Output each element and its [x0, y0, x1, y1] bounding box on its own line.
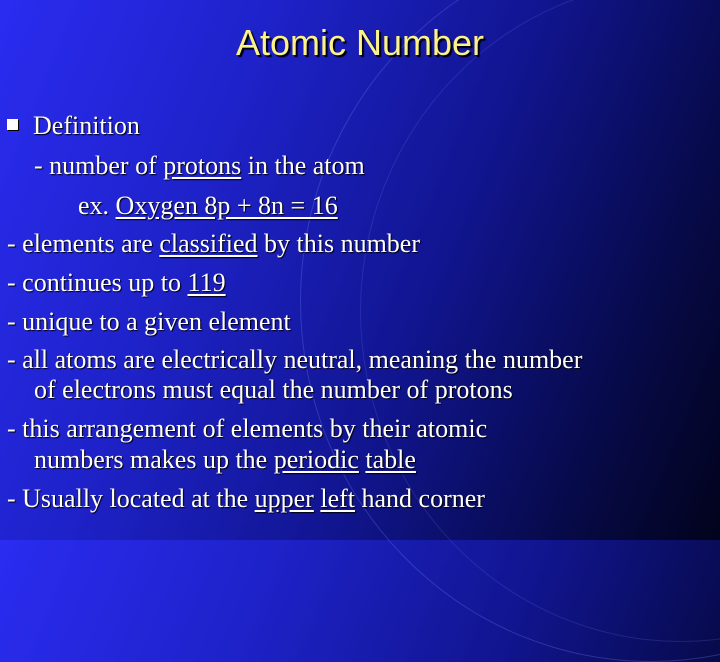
line-neutral-cont	[34, 375, 513, 405]
definition-heading: Definition	[33, 111, 140, 140]
text: - unique to a given element	[7, 307, 291, 336]
slide-title: Atomic Number	[235, 22, 485, 63]
underlined-text: upper	[254, 484, 314, 513]
text: - continues up to	[7, 268, 188, 297]
text: ex.	[78, 191, 116, 220]
text: numbers makes up the	[34, 445, 274, 474]
line-unique	[7, 307, 291, 337]
square-bullet-icon	[7, 119, 18, 130]
line-protons	[34, 151, 365, 181]
text: of electrons must equal the number of protons	[34, 375, 513, 404]
line-periodic-table	[34, 445, 416, 475]
decorative-arc	[300, 0, 720, 662]
underlined-text: 119	[187, 268, 226, 297]
line-continues	[7, 268, 226, 298]
line-neutral	[7, 345, 582, 375]
text: - this arrangement of elements by their atomic	[7, 414, 488, 443]
underlined-text: protons	[163, 151, 242, 180]
line-arrangement	[7, 414, 487, 444]
underlined-text: table	[365, 445, 416, 474]
line-location	[7, 484, 485, 514]
text: - elements are	[7, 229, 160, 258]
text: by this number	[257, 229, 420, 258]
underlined-text: periodic	[273, 445, 359, 474]
text: - all atoms are electrically neutral, meaning the number	[7, 345, 583, 374]
text: - number of	[34, 151, 164, 180]
text: in the atom	[241, 151, 365, 180]
underlined-text: Oxygen 8p + 8n = 16	[115, 191, 338, 220]
line-example	[78, 191, 338, 221]
underlined-text: left	[320, 484, 355, 513]
decorative-arc-inner	[360, 0, 720, 642]
underlined-text: classified	[159, 229, 258, 258]
text: hand corner	[355, 484, 485, 513]
text: - Usually located at the	[7, 484, 255, 513]
line-classified	[7, 229, 420, 259]
